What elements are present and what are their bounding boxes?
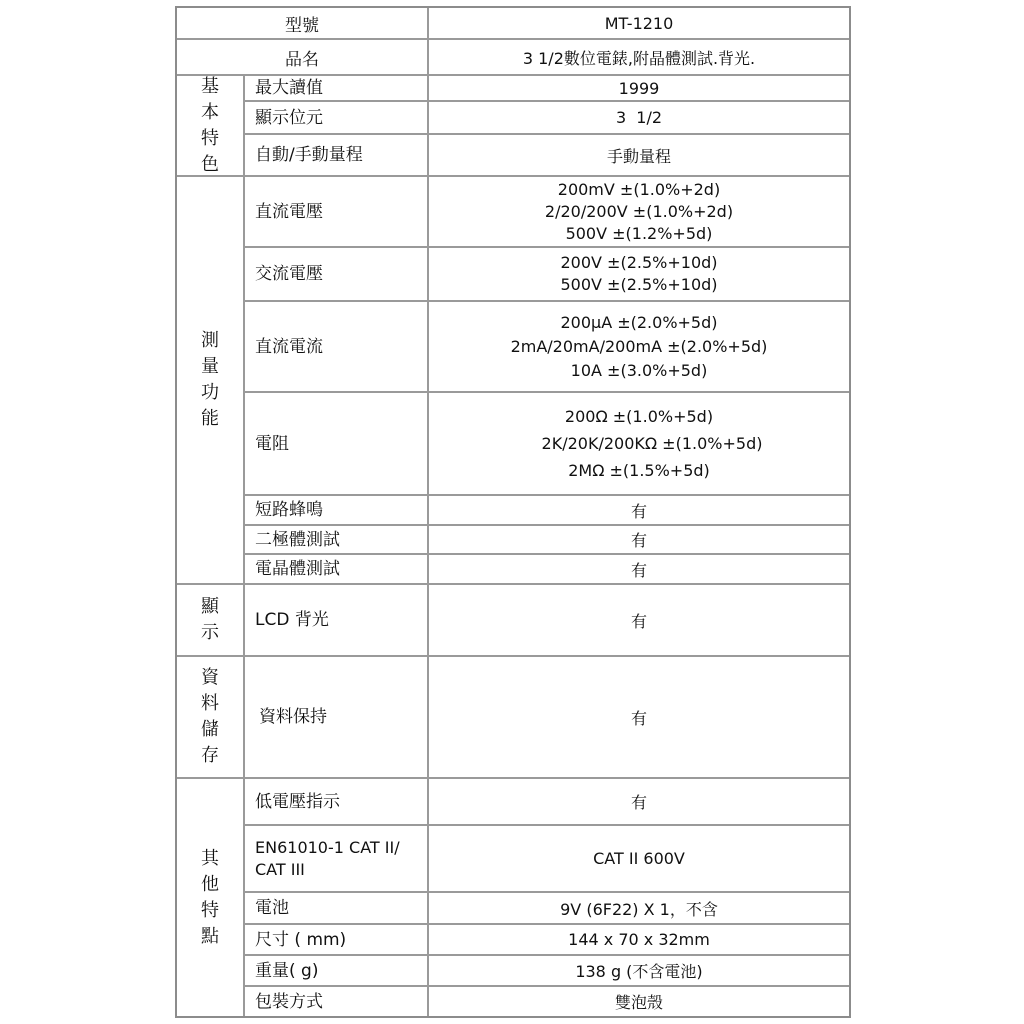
- battery-label: 電池: [255, 898, 289, 918]
- safety-standard-value: CAT II 600V: [593, 849, 685, 868]
- product-name-value: 3 1/2數位電錶,附晶體測試.背光.: [522, 48, 756, 68]
- transistor-test-value: 有: [630, 560, 647, 580]
- category-storage: [177, 657, 243, 777]
- max-reading-label: 最大讀值: [255, 78, 323, 98]
- range-mode-label: 自動/手動量程: [255, 145, 363, 165]
- dc-voltage-line: 200mV ±(1.0%+2d): [557, 179, 721, 199]
- dc-voltage-line: 500V ±(1.2%+5d): [565, 223, 713, 243]
- display-digits-label: 顯示位元: [255, 107, 323, 128]
- dc-current-label: 直流電流: [255, 336, 323, 357]
- ac-voltage-label: 交流電壓: [255, 264, 323, 284]
- data-hold-label: 資料保持: [259, 707, 327, 727]
- category-other-text: 其 他 特 點: [201, 847, 219, 947]
- category-display-text: 顯 示: [201, 596, 219, 643]
- category-basic-text: 基 本 特 色: [201, 75, 219, 175]
- packaging-value: 雙泡殼: [614, 993, 663, 1012]
- ac-voltage-value: [429, 248, 849, 300]
- battery-value: 9V (6F22) X 1，不含: [560, 899, 718, 919]
- dc-current-value: [429, 302, 849, 391]
- category-storage-text: 資 料 儲 存: [201, 667, 219, 766]
- model-value: MT-1210: [604, 13, 674, 33]
- diode-test-value: 有: [630, 531, 647, 550]
- diode-test-label: 二極體測試: [255, 529, 340, 550]
- packaging-label: 包裝方式: [255, 991, 323, 1012]
- dc-voltage-label: 直流電壓: [255, 201, 323, 222]
- dc-current-line: 200µA ±(2.0%+5d): [560, 312, 718, 332]
- resistance-line: 200Ω ±(1.0%+5d): [564, 407, 714, 426]
- dc-voltage-line: 2/20/200V ±(1.0%+2d): [544, 201, 734, 221]
- spec-table: [175, 6, 851, 1018]
- resistance-label: 電阻: [255, 433, 289, 454]
- product-name-label: 品名: [285, 49, 319, 70]
- model-label: 型號: [285, 15, 319, 36]
- lcd-backlight-label: LCD 背光: [255, 610, 329, 630]
- resistance-line: 2K/20K/200KΩ ±(1.0%+5d): [541, 434, 763, 453]
- category-display: [177, 585, 243, 655]
- buzzer-label: 短路蜂鳴: [255, 500, 323, 520]
- low-battery-label: 低電壓指示: [255, 791, 340, 812]
- size-label: 尺寸 ( mm): [255, 929, 347, 950]
- category-measure: [177, 177, 243, 583]
- low-battery-value: 有: [630, 793, 647, 812]
- dc-current-line: 10A ±(3.0%+5d): [570, 360, 708, 380]
- buzzer-value: 有: [630, 501, 647, 521]
- display-digits-value: 3 1/2: [615, 108, 663, 127]
- weight-label: 重量( g): [255, 960, 319, 981]
- transistor-test-label: 電晶體測試: [255, 559, 340, 579]
- size-value: 144 x 70 x 32mm: [568, 930, 710, 949]
- weight-value: 138 g (不含電池): [575, 962, 703, 981]
- category-measure-text: 測 量 功 能: [201, 330, 219, 429]
- data-hold-value: 有: [630, 708, 647, 728]
- category-other: [177, 779, 243, 1016]
- ac-voltage-line: 500V ±(2.5%+10d): [560, 275, 718, 294]
- ac-voltage-line: 200V ±(2.5%+10d): [560, 253, 718, 272]
- resistance-value: [429, 393, 849, 494]
- safety-standard-label: EN61010-1 CAT II/ CAT III: [255, 837, 400, 879]
- dc-current-line: 2mA/20mA/200mA ±(2.0%+5d): [510, 336, 768, 356]
- lcd-backlight-value: 有: [630, 611, 647, 631]
- max-reading-value: 1999: [618, 78, 660, 98]
- resistance-line: 2MΩ ±(1.5%+5d): [568, 461, 710, 480]
- category-basic: [177, 76, 243, 175]
- dc-voltage-value: [429, 177, 849, 246]
- range-mode-value: 手動量程: [606, 146, 671, 166]
